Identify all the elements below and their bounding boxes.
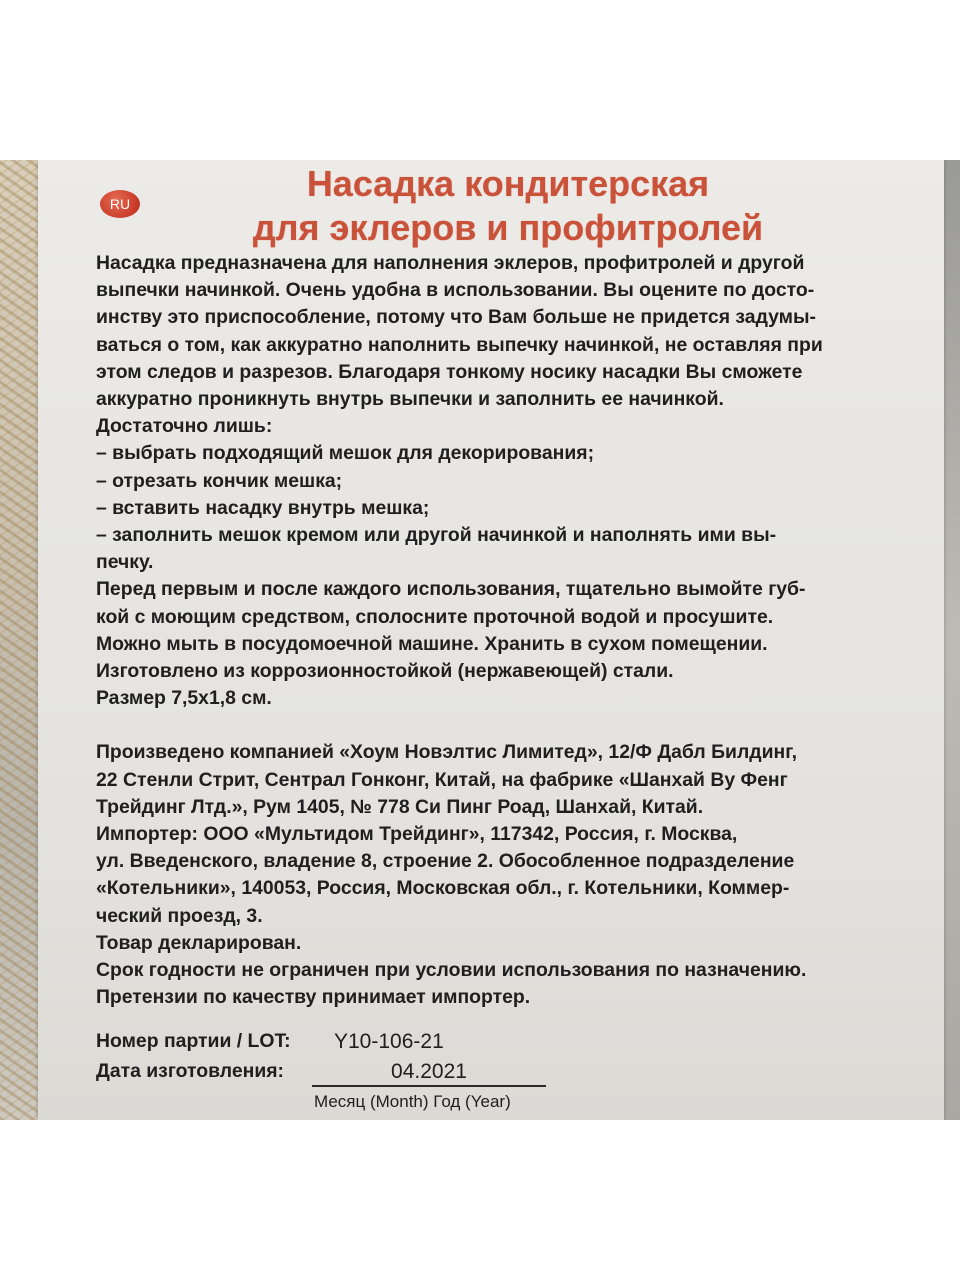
care-line: кой с моющим средством, сполосните проточной водой и просушите. <box>96 605 774 628</box>
instruction-step: – заполнить мешок кремом или другой начинкой и наполнять ими вы- <box>96 524 777 547</box>
importer-line: ческий проезд, 3. <box>96 904 263 927</box>
care-line: Можно мыть в посудомоечной машине. Хранить в сухом помещении. <box>96 632 768 655</box>
body-line: аккуратно проникнуть внутрь выпечки и заполнить ее начинкой. <box>96 388 724 411</box>
body-line: инству это приспособление, потому что Вам больше не придется задумы- <box>96 306 817 329</box>
lot-value: Y10-106-21 <box>334 1030 444 1053</box>
background-edge <box>942 160 960 1120</box>
label-sheet <box>38 160 944 1120</box>
body-line: Насадка предназначена для наполнения эклеров, профитролей и другой <box>96 252 805 274</box>
batch-info <box>96 1030 936 1111</box>
date-row <box>96 1060 936 1090</box>
shelf-life-line: Срок годности не ограничен при условии использования по назначению. <box>96 959 807 982</box>
declaration-line: Товар декларирован. <box>96 931 302 954</box>
importer-line: Импортер: ООО «Мультидом Трейдинг», 117342, Россия, г. Москва, <box>96 823 738 846</box>
date-label: Дата изготовления: <box>96 1060 285 1082</box>
body-line: выпечки начинкой. Очень удобна в использовании. Вы оцените по досто- <box>96 279 815 302</box>
body-line: Достаточно лишь: <box>96 415 273 438</box>
importer-line: «Котельники», 140053, Россия, Московская обл., г. Котельники, Коммер- <box>96 877 790 900</box>
body-line: печку. <box>96 551 154 574</box>
instruction-step: – выбрать подходящий мешок для декорирования; <box>96 442 595 465</box>
maker-line: Произведено компанией «Хоум Новэлтис Лимитед», 12/Ф Дабл Билдинг, <box>96 741 797 764</box>
maker-line: 22 Стенли Стрит, Сентрал Гонконг, Китай, на фабрике «Шанхай Ву Фенг <box>96 768 788 791</box>
title-line-1: Насадка кондитерская <box>306 163 710 204</box>
paragraph-gap <box>96 712 936 739</box>
lot-label: Номер партии / LOT: <box>96 1030 291 1052</box>
lot-row <box>96 1030 936 1060</box>
care-line: Перед первым и после каждого использования, тщательно вымойте губ- <box>96 578 806 601</box>
date-value: 04.2021 <box>312 1060 546 1087</box>
claims-line: Претензии по качеству принимает импортер. <box>96 986 531 1009</box>
material-line: Изготовлено из коррозионностойкой (нержавеющей) стали. <box>96 660 674 683</box>
product-label-photo <box>0 160 960 1120</box>
maker-line: Трейдинг Лтд.», Рум 1405, № 778 Си Пинг Роад, Шанхай, Китай. <box>96 795 704 818</box>
size-line: Размер 7,5х1,8 см. <box>96 687 272 710</box>
instruction-step: – вставить насадку внутрь мешка; <box>96 496 430 519</box>
title-line-2: для эклеров и профитролей <box>252 207 764 248</box>
body-line: ваться о том, как аккуратно наполнить выпечку начинкой, не оставляя при <box>96 333 823 356</box>
body-line: этом следов и разрезов. Благодаря тонкому носику насадки Вы сможете <box>96 360 803 383</box>
ru-language-badge: RU <box>100 190 140 218</box>
importer-line: ул. Введенского, владение 8, строение 2. Обособленное подразделение <box>96 850 795 873</box>
label-title <box>168 162 848 250</box>
date-caption: Месяц (Month) Год (Year) <box>314 1092 511 1111</box>
instruction-step: – отрезать кончик мешка; <box>96 469 343 492</box>
label-body <box>96 250 936 1011</box>
